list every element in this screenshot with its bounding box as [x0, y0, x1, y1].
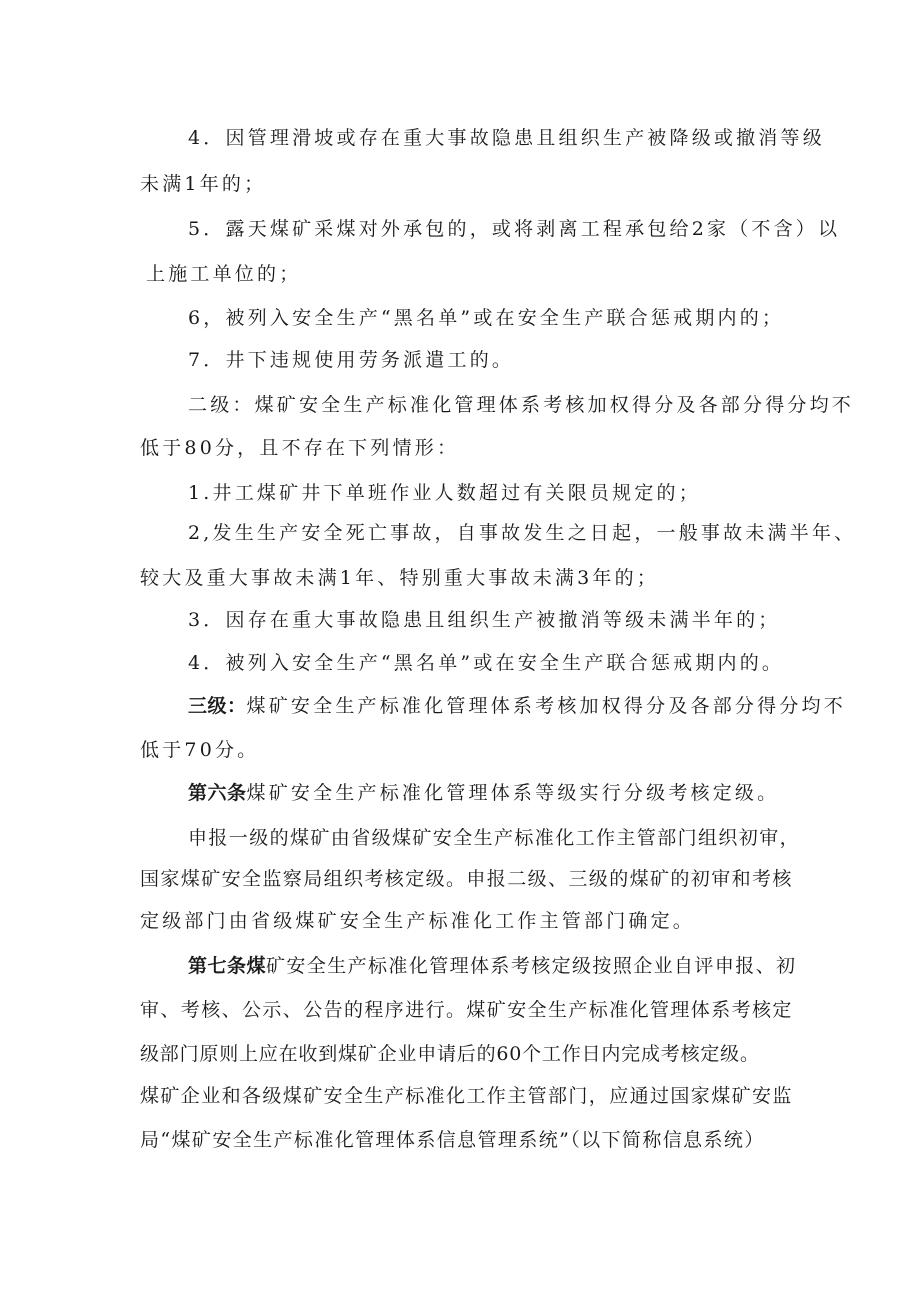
- text-line: 4．被列入安全生产“黑名单”或在安全生产联合惩戒期内的。: [188, 652, 785, 674]
- text-line: 定级部门由省级煤矿安全生产标准化工作主管部门确定。: [140, 910, 696, 932]
- text-line: 级部门原则上应在收到煤矿企业申请后的60个工作日内完成考核定级。: [140, 1043, 760, 1065]
- text-span: 煤矿安全生产标准化管理体系考核加权得分及各部分得分均不: [246, 695, 846, 717]
- text-line: 二级：煤矿安全生产标准化管理体系考核加权得分及各部分得分均不: [188, 394, 855, 416]
- text-span: 煤矿安全生产标准化管理体系等级实行分级考核定级。: [246, 782, 780, 804]
- text-line: 局“煤矿安全生产标准化管理体系信息管理系统”（以下简称信息系统）: [140, 1129, 765, 1151]
- text-line: 较大及重大事故未满1年、特别重大事故未满3年的；: [140, 567, 659, 589]
- text-line: [0, 776, 920, 810]
- text-line: 低于80分，且不存在下列情形：: [140, 437, 460, 459]
- text-line: 上施工单位的；: [146, 263, 302, 285]
- text-span: 矿安全生产标准化管理体系考核定级按照企业自评申报、初: [266, 955, 797, 977]
- text-line: [0, 949, 920, 983]
- text-line: 6，被列入安全生产“黑名单”或在安全生产联合惩戒期内的；: [188, 307, 785, 329]
- text-line: 2,发生生产安全死亡事故，自事故发生之日起，一般事故未满半年、: [188, 522, 857, 544]
- text-line: 3．因存在重大事故隐患且组织生产被撤消等级未满半年的；: [188, 609, 781, 631]
- article-label: 第六条: [188, 782, 247, 804]
- text-line: 煤矿企业和各级煤矿安全生产标准化工作主管部门，应通过国家煤矿安监: [140, 1085, 793, 1107]
- text-line: 4．因管理滑坡或存在重大事故隐患且组织生产被降级或撤消等级: [188, 127, 825, 149]
- article-label: 第七条煤: [188, 955, 267, 977]
- text-line: 低于70分。: [140, 739, 260, 761]
- grade-label: 三级：: [188, 695, 247, 717]
- text-line: 1.井工煤矿井下单班作业人数超过有关限员规定的；: [188, 482, 701, 504]
- text-line: 申报一级的煤矿由省级煤矿安全生产标准化工作主管部门组织初审，: [188, 827, 801, 849]
- text-line: 7．井下违规使用劳务派遣工的。: [188, 349, 515, 371]
- text-line: 国家煤矿安全监察局组织考核定级。申报二级、三级的煤矿的初审和考核: [140, 868, 793, 890]
- text-line: 未满1年的；: [140, 173, 267, 195]
- text-line: 5．露天煤矿采煤对外承包的，或将剥离工程承包给2家（不含）以: [188, 218, 841, 240]
- text-line: 审、考核、公示、公告的程序进行。煤矿安全生产标准化管理体系考核定: [140, 999, 793, 1021]
- text-line: [0, 689, 920, 723]
